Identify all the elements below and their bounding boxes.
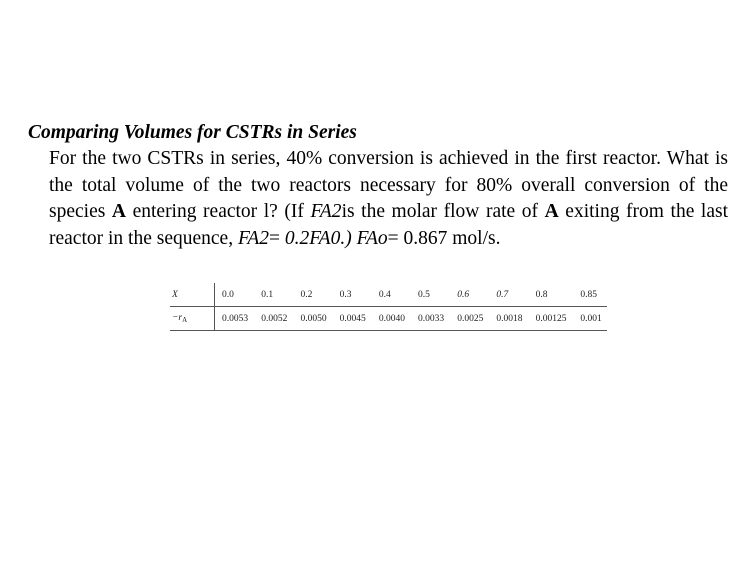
statement-text-5: = (269, 227, 285, 249)
conversion-value: 0.5 (411, 283, 450, 307)
statement-text-3: is the molar flow rate of (341, 201, 545, 222)
rate-value: 0.0033 (411, 307, 450, 331)
statement-text-7: = 0.867 mol/s. (387, 227, 501, 249)
conversion-header: X (170, 283, 215, 307)
species-a-bold-2: A (544, 201, 559, 222)
rate-subscript: A (182, 316, 188, 324)
rate-symbol: −r (172, 313, 183, 323)
conversion-value: 0.85 (573, 283, 607, 307)
rate-data-table (170, 283, 607, 331)
conversion-value: 0.6 (450, 283, 489, 307)
conversion-value: 0.0 (215, 283, 255, 307)
rate-value: 0.0045 (333, 307, 372, 331)
rate-value: 0.0052 (254, 307, 293, 331)
rate-value: 0.0025 (450, 307, 489, 331)
rate-value: 0.0050 (293, 307, 332, 331)
fao-symbol: FAo (356, 227, 388, 249)
fa2-symbol-2: FA2 (237, 227, 270, 249)
problem-title: Comparing Volumes for CSTRs in Series (28, 122, 357, 143)
problem-statement (49, 146, 728, 252)
conversion-value: 0.1 (254, 283, 293, 307)
rate-value: 0.001 (573, 307, 607, 331)
conversion-value: 0.2 (293, 283, 332, 307)
fa2-symbol-1: FA2 (310, 201, 342, 222)
conversion-value: 0.7 (489, 283, 528, 307)
conversion-row (170, 283, 607, 307)
conversion-value: 0.8 (529, 283, 574, 307)
rate-value: 0.0053 (215, 307, 255, 331)
rate-row (170, 307, 607, 331)
conversion-value: 0.4 (372, 283, 411, 307)
species-a-bold-1: A (111, 201, 126, 222)
rate-value: 0.0040 (372, 307, 411, 331)
rate-value: 0.0018 (489, 307, 528, 331)
conversion-value: 0.3 (333, 283, 372, 307)
rate-value: 0.00125 (529, 307, 574, 331)
statement-text-1: For the two CSTRs in series, 40% conversion is achieved in the first reactor. What is the total volume of the two reactors necessary for 80% overall conversion of the species (49, 148, 728, 222)
statement-text-4: exiting from the last reactor in the sequence, (49, 201, 729, 249)
statement-text-2: entering reactor l? (If (126, 201, 311, 222)
exit-flow-expression: 0.2FA0.) (284, 227, 352, 249)
rate-header (170, 307, 215, 331)
